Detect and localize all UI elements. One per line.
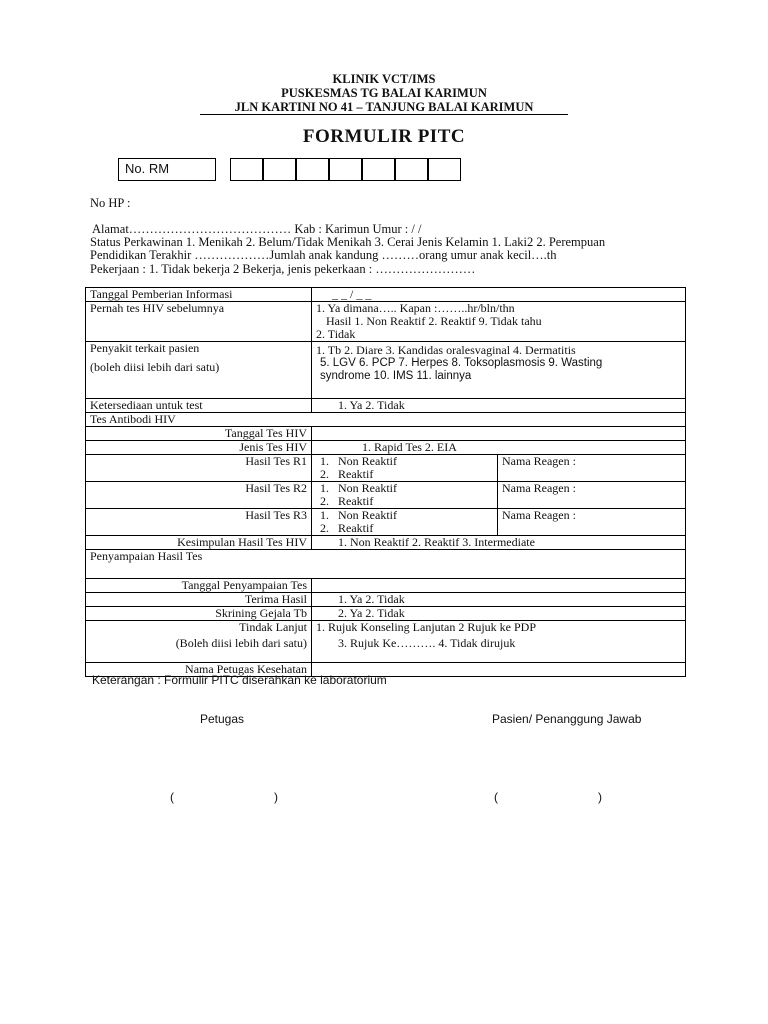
input-jenis-tes[interactable]: 1. Rapid Tes 2. EIA (312, 441, 686, 455)
label-hasil-r2: Hasil Tes R2 (86, 482, 312, 509)
pekerjaan-field[interactable]: Pekerjaan : 1. Tidak bekerja 2 Bekerja, jenis pekerkaan : …………………… (90, 262, 476, 276)
row-hasil-r2 (86, 482, 686, 509)
row-tanggal-penyampaian (86, 579, 686, 593)
input-reagen-r3[interactable]: Nama Reagen : (498, 509, 686, 536)
row-tes-antibodi (86, 413, 686, 427)
input-reagen-r1[interactable]: Nama Reagen : (498, 455, 686, 482)
row-skrining (86, 607, 686, 621)
row-jenis-tes (86, 441, 686, 455)
label-skrining: Skrining Gejala Tb (86, 607, 312, 621)
section-penyampaian: Penyampaian Hasil Tes (86, 550, 686, 579)
hasil-r3-non-reaktif[interactable]: 1. Non Reaktif (320, 508, 397, 522)
input-tindak-lanjut[interactable] (312, 621, 686, 663)
label-kesimpulan: Kesimpulan Hasil Tes HIV (86, 536, 312, 550)
no-rm-input[interactable] (230, 158, 462, 181)
pendidikan-field[interactable]: Pendidikan Terakhir ………………Jumlah anak kandung ………orang umur anak kecil….th (90, 248, 557, 262)
row-terima-hasil (86, 593, 686, 607)
pernah-tes-hasil[interactable]: Hasil 1. Non Reaktif 2. Reaktif 9. Tidak tahu (326, 314, 542, 328)
label-petugas: Nama Petugas Kesehatan (86, 663, 312, 677)
row-ketersediaan (86, 399, 686, 413)
clinic-puskesmas: PUSKESMAS TG BALAI KARIMUN (281, 86, 487, 100)
no-rm-digit-3[interactable] (296, 158, 329, 181)
hasil-r2-non-reaktif[interactable]: 1. Non Reaktif (320, 481, 397, 495)
no-rm-digit-6[interactable] (395, 158, 428, 181)
label-tindak-lanjut: Tindak Lanjut (239, 620, 307, 634)
hasil-r2-reaktif[interactable]: 2. Reaktif (320, 494, 374, 508)
label-tanggal-tes: Tanggal Tes HIV (86, 427, 312, 441)
no-rm-digit-7[interactable] (428, 158, 461, 181)
no-rm-label: No. RM (118, 158, 216, 181)
input-pernah-tes[interactable] (312, 302, 686, 342)
hasil-r1-reaktif[interactable]: 2. Reaktif (320, 467, 374, 481)
row-penyakit (86, 342, 686, 399)
label-jenis-tes: Jenis Tes HIV (86, 441, 312, 455)
label-terima-hasil: Terima Hasil (86, 593, 312, 607)
section-tes-antibodi: Tes Antibodi HIV (86, 413, 686, 427)
label-pernah-tes: Pernah tes HIV sebelumnya (86, 302, 312, 342)
row-hasil-r3 (86, 509, 686, 536)
pernah-tes-option-tidak[interactable]: 2. Tidak (316, 327, 356, 341)
pitc-form-table (85, 287, 686, 677)
input-hasil-r2[interactable] (312, 482, 498, 509)
signature-petugas-name[interactable]: ( ) (170, 790, 279, 804)
alamat-field[interactable]: Alamat………………………………… Kab : Karimun Umur : / / (92, 222, 422, 236)
label-penyakit: Penyakit terkait pasien (90, 341, 200, 355)
signature-pasien-name[interactable]: ( ) (494, 790, 603, 804)
signature-petugas-label: Petugas (200, 712, 245, 726)
note-penyakit: (boleh diisi lebih dari satu) (90, 360, 220, 374)
input-tanggal-tes[interactable] (312, 427, 686, 441)
input-tanggal-penyampaian[interactable] (312, 579, 686, 593)
input-hasil-r1[interactable] (312, 455, 498, 482)
no-rm-digit-1[interactable] (230, 158, 263, 181)
label-ketersediaan: Ketersediaan untuk test (86, 399, 312, 413)
label-tanggal-penyampaian: Tanggal Penyampaian Tes (86, 579, 312, 593)
input-terima-hasil[interactable]: 1. Ya 2. Tidak (312, 593, 686, 607)
label-hasil-r1: Hasil Tes R1 (86, 455, 312, 482)
signature-pasien-label: Pasien/ Penanggung Jawab (492, 712, 642, 726)
status-perkawinan-field[interactable]: Status Perkawinan 1. Menikah 2. Belum/Tidak Menikah 3. Cerai Jenis Kelamin 1. Laki2 2. Perempuan (90, 235, 606, 249)
label-hasil-r3: Hasil Tes R3 (86, 509, 312, 536)
input-reagen-r2[interactable]: Nama Reagen : (498, 482, 686, 509)
header-divider (200, 114, 568, 115)
input-tanggal-informasi[interactable]: _ _ / _ _ (312, 288, 686, 302)
clinic-address: JLN KARTINI NO 41 – TANJUNG BALAI KARIMUN (234, 100, 534, 114)
input-penyakit[interactable] (312, 342, 686, 399)
row-tanggal-informasi (86, 288, 686, 302)
input-skrining[interactable]: 2. Ya 2. Tidak (312, 607, 686, 621)
pernah-tes-option-ya[interactable]: 1. Ya dimana….. Kapan :……..hr/bln/thn (316, 301, 515, 315)
input-kesimpulan[interactable]: 1. Non Reaktif 2. Reaktif 3. Intermediate (312, 536, 686, 550)
no-rm-digit-2[interactable] (263, 158, 296, 181)
input-ketersediaan[interactable]: 1. Ya 2. Tidak (312, 399, 686, 413)
form-title: FORMULIR PITC (302, 126, 466, 147)
no-rm-digit-5[interactable] (362, 158, 395, 181)
row-pernah-tes (86, 302, 686, 342)
row-tindak-lanjut (86, 621, 686, 663)
row-tanggal-tes (86, 427, 686, 441)
penyakit-options-3[interactable]: syndrome 10. IMS 11. lainnya (320, 370, 472, 382)
note-tindak-lanjut: (Boleh diisi lebih dari satu) (175, 636, 307, 650)
tindak-lanjut-options-2[interactable]: 3. Rujuk Ke………. 4. Tidak dirujuk (338, 636, 516, 650)
row-hasil-r1 (86, 455, 686, 482)
penyakit-options-2[interactable]: 5. LGV 6. PCP 7. Herpes 8. Toksoplasmosis 9. Wasting (320, 357, 603, 369)
hasil-r3-reaktif[interactable]: 2. Reaktif (320, 521, 374, 535)
row-kesimpulan (86, 536, 686, 550)
clinic-name: KLINIK VCT/IMS (332, 72, 436, 86)
no-hp-field[interactable]: No HP : (90, 196, 131, 210)
hasil-r1-non-reaktif[interactable]: 1. Non Reaktif (320, 454, 397, 468)
row-penyampaian (86, 550, 686, 579)
no-rm-digit-4[interactable] (329, 158, 362, 181)
label-tanggal-informasi: Tanggal Pemberian Informasi (86, 288, 312, 302)
tindak-lanjut-options-1[interactable]: 1. Rujuk Konseling Lanjutan 2 Rujuk ke PDP (316, 620, 536, 634)
penyakit-options-1[interactable]: 1. Tb 2. Diare 3. Kandidas oralesvaginal 4. Dermatitis (316, 343, 576, 357)
input-hasil-r3[interactable] (312, 509, 498, 536)
keterangan-note: Keterangan : Formulir PITC diserahkan ke laboratorium (92, 673, 387, 687)
